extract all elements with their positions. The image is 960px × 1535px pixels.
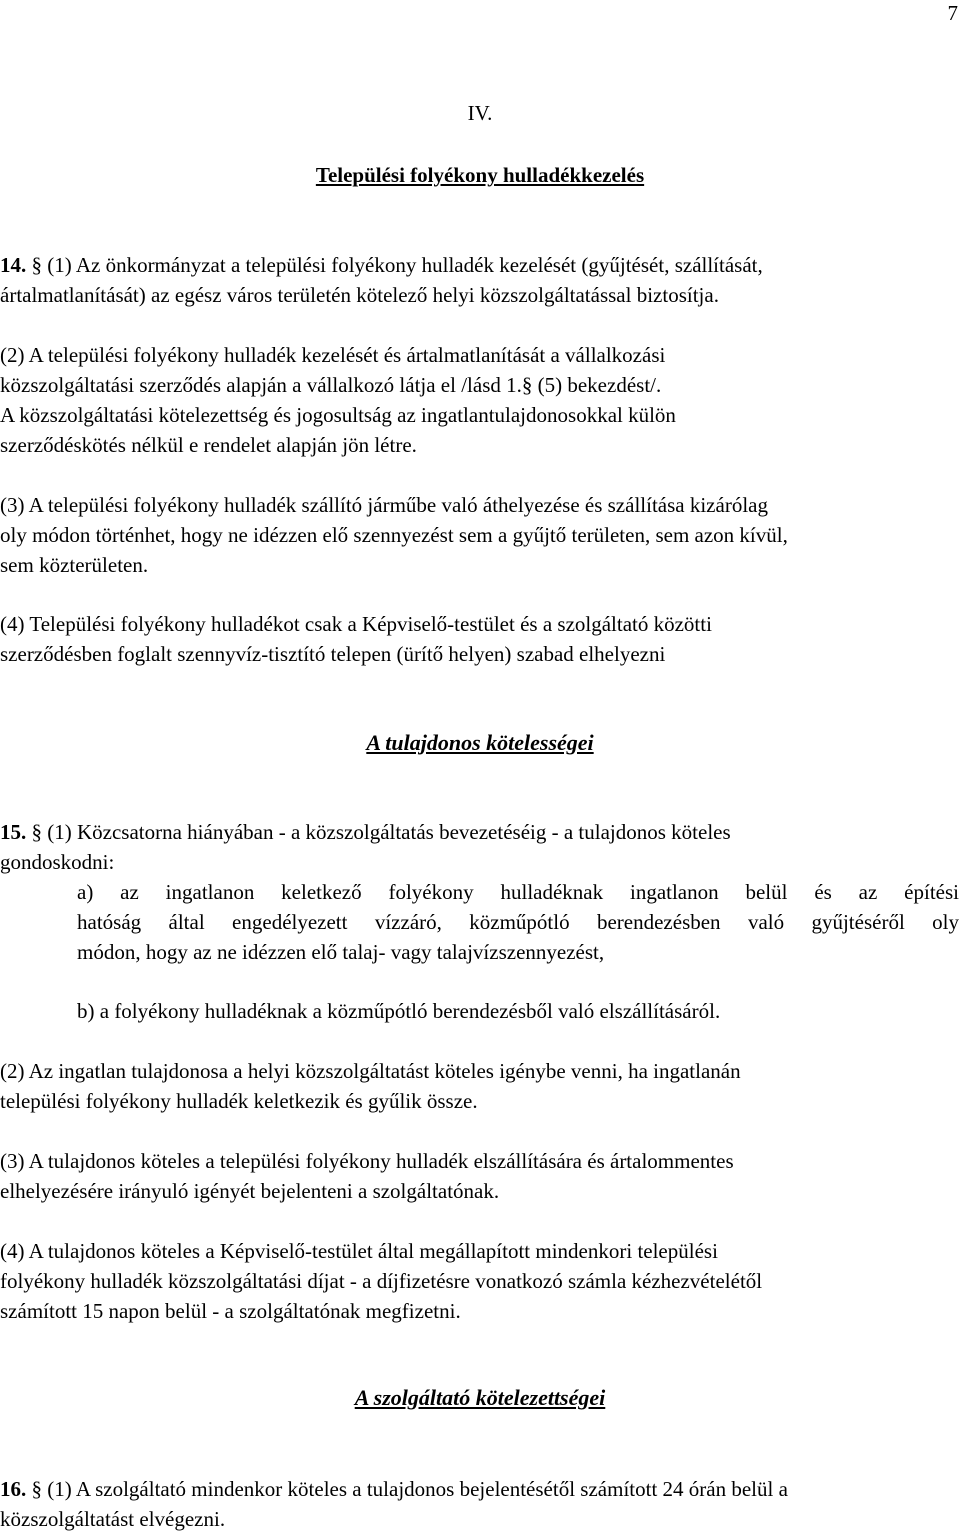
text-segment: (1) A szolgáltató mindenkor köteles a tulajdonos bejelentésétől számított 24 órán belül a: [47, 1477, 788, 1501]
section-number: 16.: [0, 1477, 27, 1501]
text-line: oly módon történhet, hogy ne idézzen elő szennyezést sem a gyűjtő területen, sem azon kívül,: [0, 523, 788, 547]
paragraph-sign: §: [31, 1477, 42, 1501]
page-number: 7: [947, 1, 958, 25]
section-15-paragraph-1: [0, 817, 958, 877]
heading-provider-obligations: A szolgáltató kötelezettségei: [354, 1385, 606, 1410]
text-line: gondoskodni:: [0, 850, 115, 874]
section-15-paragraph-2: [0, 1056, 958, 1116]
text-line: [0, 817, 958, 847]
section-14-paragraph-2: [0, 340, 958, 460]
text-line: módon, hogy az ne idézzen elő talaj- vagy talajvízszennyezést,: [77, 940, 605, 964]
section-16-paragraph-1: [0, 1474, 958, 1534]
text-line: [0, 250, 958, 280]
section-15-paragraph-4: [0, 1236, 958, 1326]
paragraph-sign: §: [31, 820, 42, 844]
chapter-number: IV.: [467, 101, 493, 125]
text-line: sem közterületen.: [0, 553, 149, 577]
text-line: (4) A tulajdonos köteles a Képviselő-testület által megállapított mindenkori települési: [0, 1239, 718, 1263]
section-number: 14.: [0, 253, 27, 277]
section-14-paragraph-1: [0, 250, 958, 310]
text-line: (4) Települési folyékony hulladékot csak a Képviselő-testület és a szolgáltató közötti: [0, 612, 712, 636]
text-line: b) a folyékony hulladéknak a közműpótló berendezésből való elszállításáról.: [77, 999, 721, 1023]
heading-owner-obligations: A tulajdonos kötelességei: [366, 730, 594, 755]
text-line: a) az ingatlanon keletkező folyékony hulladéknak ingatlanon belül és az építési: [77, 880, 959, 904]
section-15-paragraph-3: [0, 1146, 958, 1206]
section-15-item-b: [77, 996, 959, 1026]
text-line: szerződéskötés nélkül e rendelet alapján jön létre.: [0, 433, 417, 457]
text-line: (2) Az ingatlan tulajdonosa a helyi közszolgáltatást köteles igénybe venni, ha ingatlanán: [0, 1059, 741, 1083]
text-line: közszolgáltatási szerződés alapján a vállalkozó látja el /lásd 1.§ (5) bekezdést/.: [0, 373, 662, 397]
paragraph-sign: §: [31, 253, 42, 277]
section-15-item-a: [77, 877, 959, 967]
text-line: szerződésben foglalt szennyvíz-tisztító telepen (ürítő helyen) szabad elhelyezni: [0, 642, 666, 666]
text-line: folyékony hulladék közszolgáltatási díjat - a díjfizetésre vonatkozó számla kézhezvételétől: [0, 1269, 763, 1293]
text-line: (3) A települési folyékony hulladék szállító járműbe való áthelyezése és szállítása kizárólag: [0, 493, 768, 517]
chapter-title: Települési folyékony hulladékkezelés: [315, 163, 645, 187]
text-line: települési folyékony hulladék keletkezik és gyűlik össze.: [0, 1089, 478, 1113]
text-line: közszolgáltatást elvégezni.: [0, 1507, 226, 1531]
text-line: [0, 1474, 958, 1504]
section-number: 15.: [0, 820, 27, 844]
text-line: hatóság által engedélyezett vízzáró, közműpótló berendezésben való gyűjtéséről oly: [77, 910, 959, 934]
text-segment: (1) Az önkormányzat a települési folyékony hulladék kezelését (gyűjtését, szállítását,: [47, 253, 763, 277]
text-line: számított 15 napon belül - a szolgáltatónak megfizetni.: [0, 1299, 461, 1323]
text-line: elhelyezésére irányuló igényét bejelenteni a szolgáltatónak.: [0, 1179, 500, 1203]
text-line: (2) A települési folyékony hulladék kezelését és ártalmatlanítását a vállalkozási: [0, 343, 666, 367]
text-line: (3) A tulajdonos köteles a települési folyékony hulladék elszállítására és ártalommentes: [0, 1149, 734, 1173]
section-14-paragraph-4: [0, 609, 958, 669]
text-segment: (1) Közcsatorna hiányában - a közszolgáltatás bevezetéséig - a tulajdonos köteles: [47, 820, 731, 844]
text-line: ártalmatlanítását) az egész város területén kötelező helyi közszolgáltatással biztosítja.: [0, 283, 719, 307]
section-14-paragraph-3: [0, 490, 958, 580]
text-line: A közszolgáltatási kötelezettség és jogosultság az ingatlantulajdonosokkal külön: [0, 403, 676, 427]
